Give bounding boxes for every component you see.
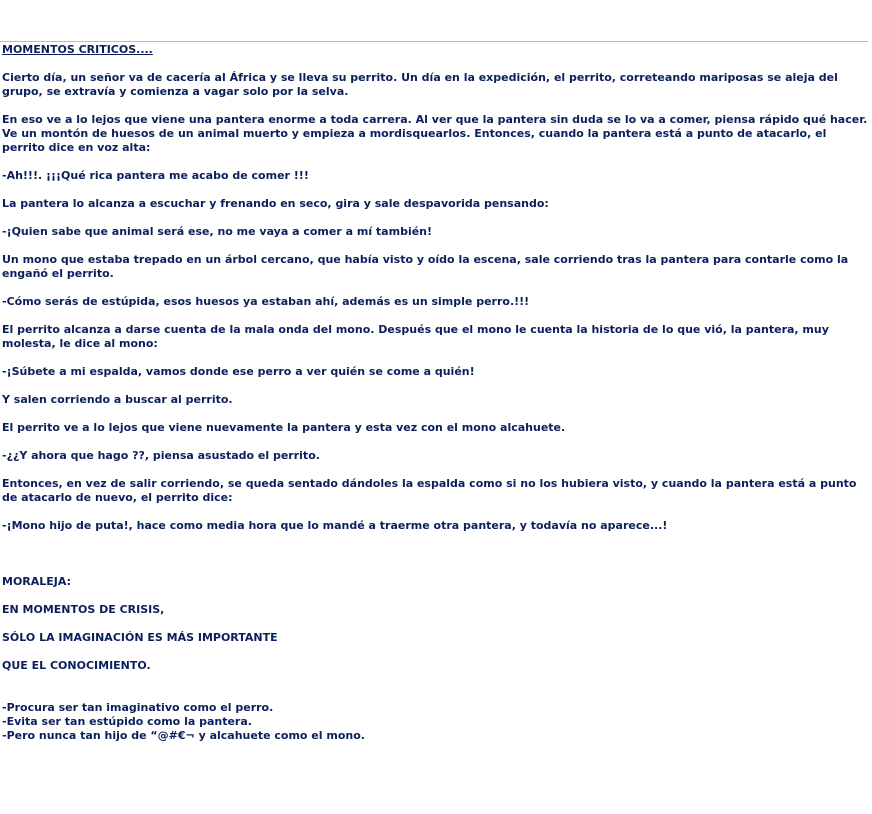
story-paragraph: -¿¿Y ahora que hago ??, piensa asustado el perrito.	[2, 449, 320, 462]
document-body	[2, 43, 868, 743]
story-paragraph: -¡Quien sabe que animal será ese, no me vaya a comer a mí también!	[2, 225, 433, 238]
story-paragraph: -Cómo serás de estúpida, esos huesos ya estaban ahí, además es un simple perro.!!!	[2, 295, 530, 308]
story-paragraph: El perrito ve a lo lejos que viene nuevamente la pantera y esta vez con el mono alcahuete.	[2, 421, 566, 434]
story-paragraph: En eso ve a lo lejos que viene una pantera enorme a toda carrera. Al ver que la pantera sin duda se lo va a comer, piensa rápido qué hacer. Ve un montón de huesos de un animal muerto y empieza a mordisquearlos. Entonces, cuando la pantera está a punto de atacarlo, el perrito dice en voz alta:	[2, 113, 868, 154]
moral-heading: MORALEJA:	[2, 575, 72, 588]
story-paragraph: Cierto día, un señor va de cacería al África y se lleva su perrito. Un día en la expedición, el perrito, correteando mariposas se aleja del grupo, se extravía y comienza a vagar solo por la selva.	[2, 71, 838, 98]
story-paragraph: -¡Súbete a mi espalda, vamos donde ese perro a ver quién se come a quién!	[2, 365, 475, 378]
closing-line: -Procura ser tan imaginativo como el perro.	[2, 701, 274, 714]
horizontal-divider	[0, 41, 868, 42]
closing-line: -Pero nunca tan hijo de “@#€¬ y alcahuete como el mono.	[2, 729, 365, 742]
document-title: MOMENTOS CRITICOS....	[2, 43, 153, 56]
spacer	[2, 547, 868, 575]
story-paragraph: -Ah!!!. ¡¡¡Qué rica pantera me acabo de comer !!!	[2, 169, 309, 182]
story-paragraph: Y salen corriendo a buscar al perrito.	[2, 393, 233, 406]
story-paragraph: El perrito alcanza a darse cuenta de la mala onda del mono. Después que el mono le cuenta la historia de lo que vió, la pantera, muy molesta, le dice al mono:	[2, 323, 829, 350]
story-paragraph: -¡Mono hijo de puta!, hace como media hora que lo mandé a traerme otra pantera, y todavía no aparece...!	[2, 519, 668, 532]
spacer	[2, 687, 868, 701]
story-paragraph: La pantera lo alcanza a escuchar y frenando en seco, gira y sale despavorida pensando:	[2, 197, 549, 210]
closing-line: -Evita ser tan estúpido como la pantera.	[2, 715, 252, 728]
moral-line: EN MOMENTOS DE CRISIS,	[2, 603, 165, 616]
moral-line: QUE EL CONOCIMIENTO.	[2, 659, 151, 672]
story-paragraph: Un mono que estaba trepado en un árbol cercano, que había visto y oído la escena, sale corriendo tras la pantera para contarle como la engañó el perrito.	[2, 253, 849, 280]
moral-line: SÓLO LA IMAGINACIÓN ES MÁS IMPORTANTE	[2, 631, 278, 644]
closing-list	[2, 701, 868, 743]
story-paragraph: Entonces, en vez de salir corriendo, se queda sentado dándoles la espalda como si no los hubiera visto, y cuando la pantera está a punto de atacarlo de nuevo, el perrito dice:	[2, 477, 857, 504]
